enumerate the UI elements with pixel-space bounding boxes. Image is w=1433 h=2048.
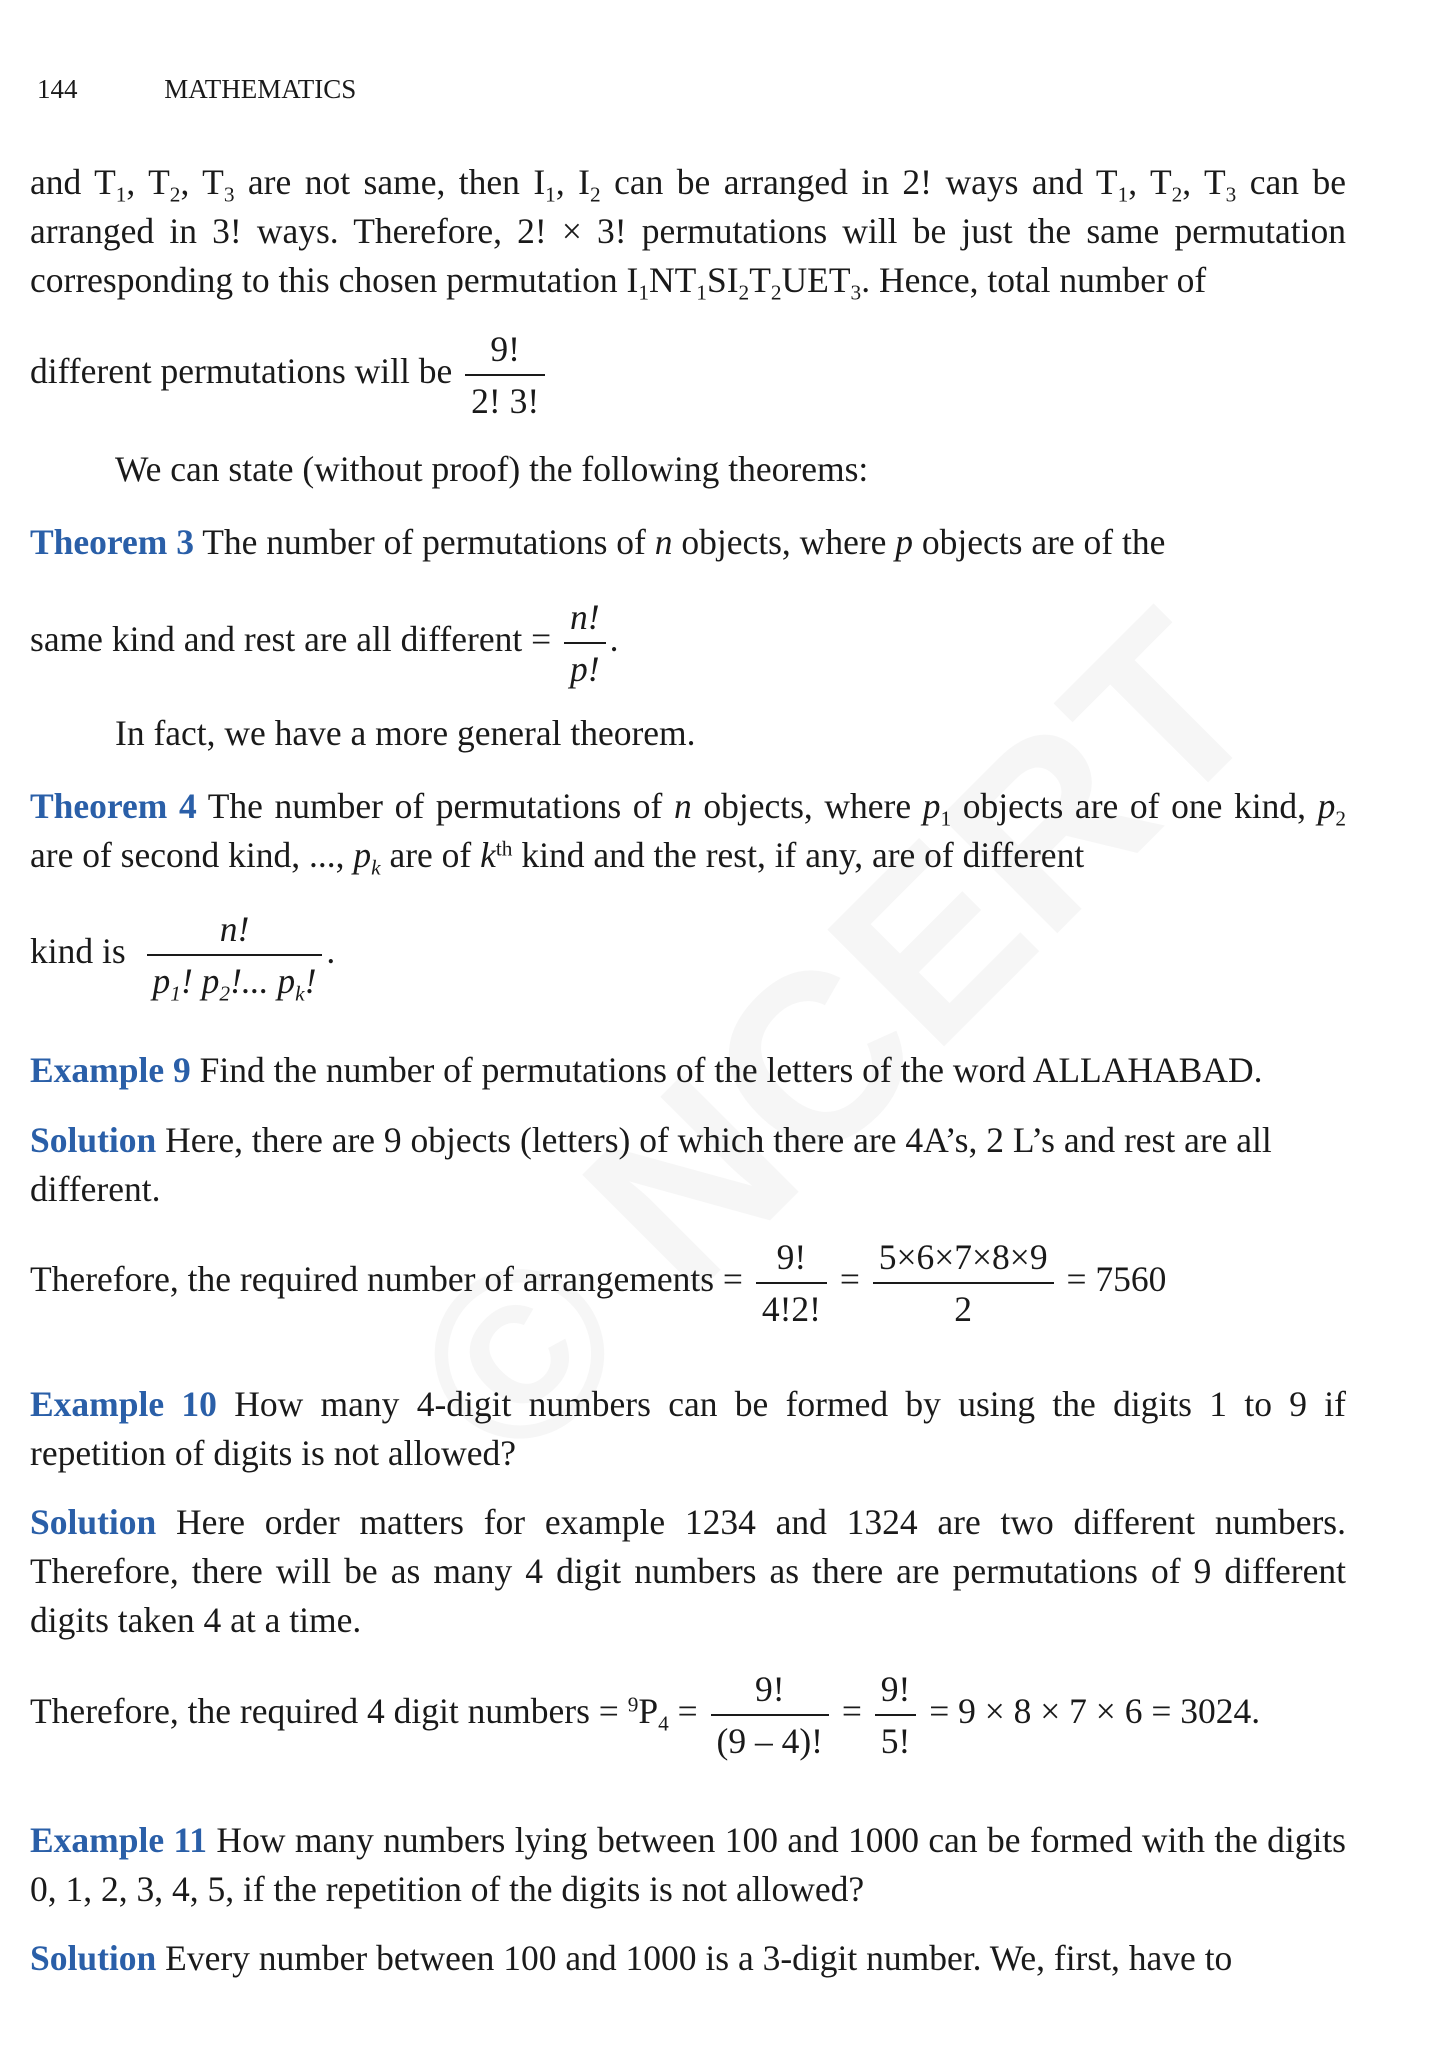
total-permutations-line: different permutations will be $\frac{9!}{2! 3!}$ [30, 328, 549, 422]
theorem-4-label: Theorem 4 [30, 786, 197, 826]
example-10-solution: Solution Here order matters for example 1234 and 1324 are two different numbers. Therefore, there will be as many 4 digit numbers as there are permutations of 9 different digits taken 4 at a time. [30, 1502, 1346, 1640]
theorem-4: Theorem 4 The number of permutations of n objects, where $p_1$ objects are of one kind, $p_2$ are of second kind, ..., $p_k$ are of $k^{th}$ kind and the rest, if any, are of different [30, 786, 1346, 880]
example-10: Example 10 How many 4-digit numbers can be formed by using the digits 1 to 9 if repetition of digits is not allowed? [30, 1384, 1346, 1473]
page-number: 144 [37, 74, 78, 104]
fraction-9-over-5: $\frac{9!}{5!}$ [875, 1668, 917, 1762]
example-9-label: Example 9 [30, 1050, 191, 1090]
fraction-n-over-p: $\frac{n!}{p!}$ [564, 596, 606, 690]
theorem-3-label: Theorem 3 [30, 522, 194, 562]
fraction-9-over-2-3: $\frac{9!}{2! 3!}$ [465, 328, 545, 422]
example-9-solution: Solution Here, there are 9 objects (letters) of which there are 4A’s, 2 L’s and rest are all different. [30, 1120, 1272, 1209]
example-10-calculation: Therefore, the required 4 digit numbers = $^9P_4$ = $\frac{9!}{(9 - 4)!}$ = $\frac{9!}{5!}$ = 9 × 8 × 7 × 6 = 3024. [30, 1669, 1261, 1761]
theorem-3: Theorem 3 The number of permutations of n objects, where p objects are of the [30, 522, 1166, 562]
example-11: Example 11 How many numbers lying between 100 and 1000 can be formed with the digits 0, 1, 2, 3, 4, 5, if the repetition of the digits is not allowed? [30, 1820, 1347, 1909]
watermark [359, 562, 1311, 1514]
solution-label: Solution [30, 1502, 157, 1542]
example-11-solution: Solution Every number between 100 and 1000 is a 3-digit number. We, first, have to [30, 1938, 1233, 1978]
fraction-product-over-2: $\frac{5\times 6\times 7\times 8\times 9}{2}$ [873, 1236, 1054, 1330]
fraction-9-over-4-2: $\frac{9!}{4!2!}$ [756, 1236, 827, 1330]
solution-label: Solution [30, 1120, 157, 1160]
page-header [37, 74, 356, 105]
example-9-calculation: Therefore, the required number of arrangements = $\frac{9!}{4!2!}$ = $\frac{5\times 6\times 7\times 8\times 9}{2}$ = 7560 [30, 1237, 1167, 1329]
paragraph-continuation: and $T_1$, $T_2$, $T_3$ are not same, then $I_1$, $I_2$ can be arranged in 2! ways and $T_1$, $T_2$, $T_3$ can be arranged in 3! ways. Therefore, 2! × 3! permutations will be just the same permutation corresponding to this chosen permutation $I_1NT_1SI_2T_2UET_3$. Hence, total number of [30, 162, 1346, 305]
theorem-3-formula: same kind and rest are all different = $\frac{n!}{p!}$ . [30, 597, 619, 689]
example-11-label: Example 11 [30, 1820, 208, 1860]
solution-label: Solution [30, 1938, 157, 1978]
fraction-n-over-p-product: $\frac{n!}{p_1! p_2!... p_k!}$ [147, 908, 323, 1002]
subject-title: MATHEMATICS [164, 74, 357, 104]
general-theorem-intro: In fact, we have a more general theorem. [115, 713, 696, 753]
theorems-intro: We can state (without proof) the following theorems: [115, 449, 869, 489]
fraction-9-over-9-minus-4: $\frac{9!}{(9 - 4)!}$ [711, 1668, 829, 1762]
example-10-label: Example 10 [30, 1384, 217, 1424]
theorem-4-formula: kind is $\frac{n!}{p_1! p_2!... p_k!}$ . [30, 909, 336, 1006]
example-9: Example 9 Find the number of permutations of the letters of the word ALLAHABAD. [30, 1050, 1263, 1090]
